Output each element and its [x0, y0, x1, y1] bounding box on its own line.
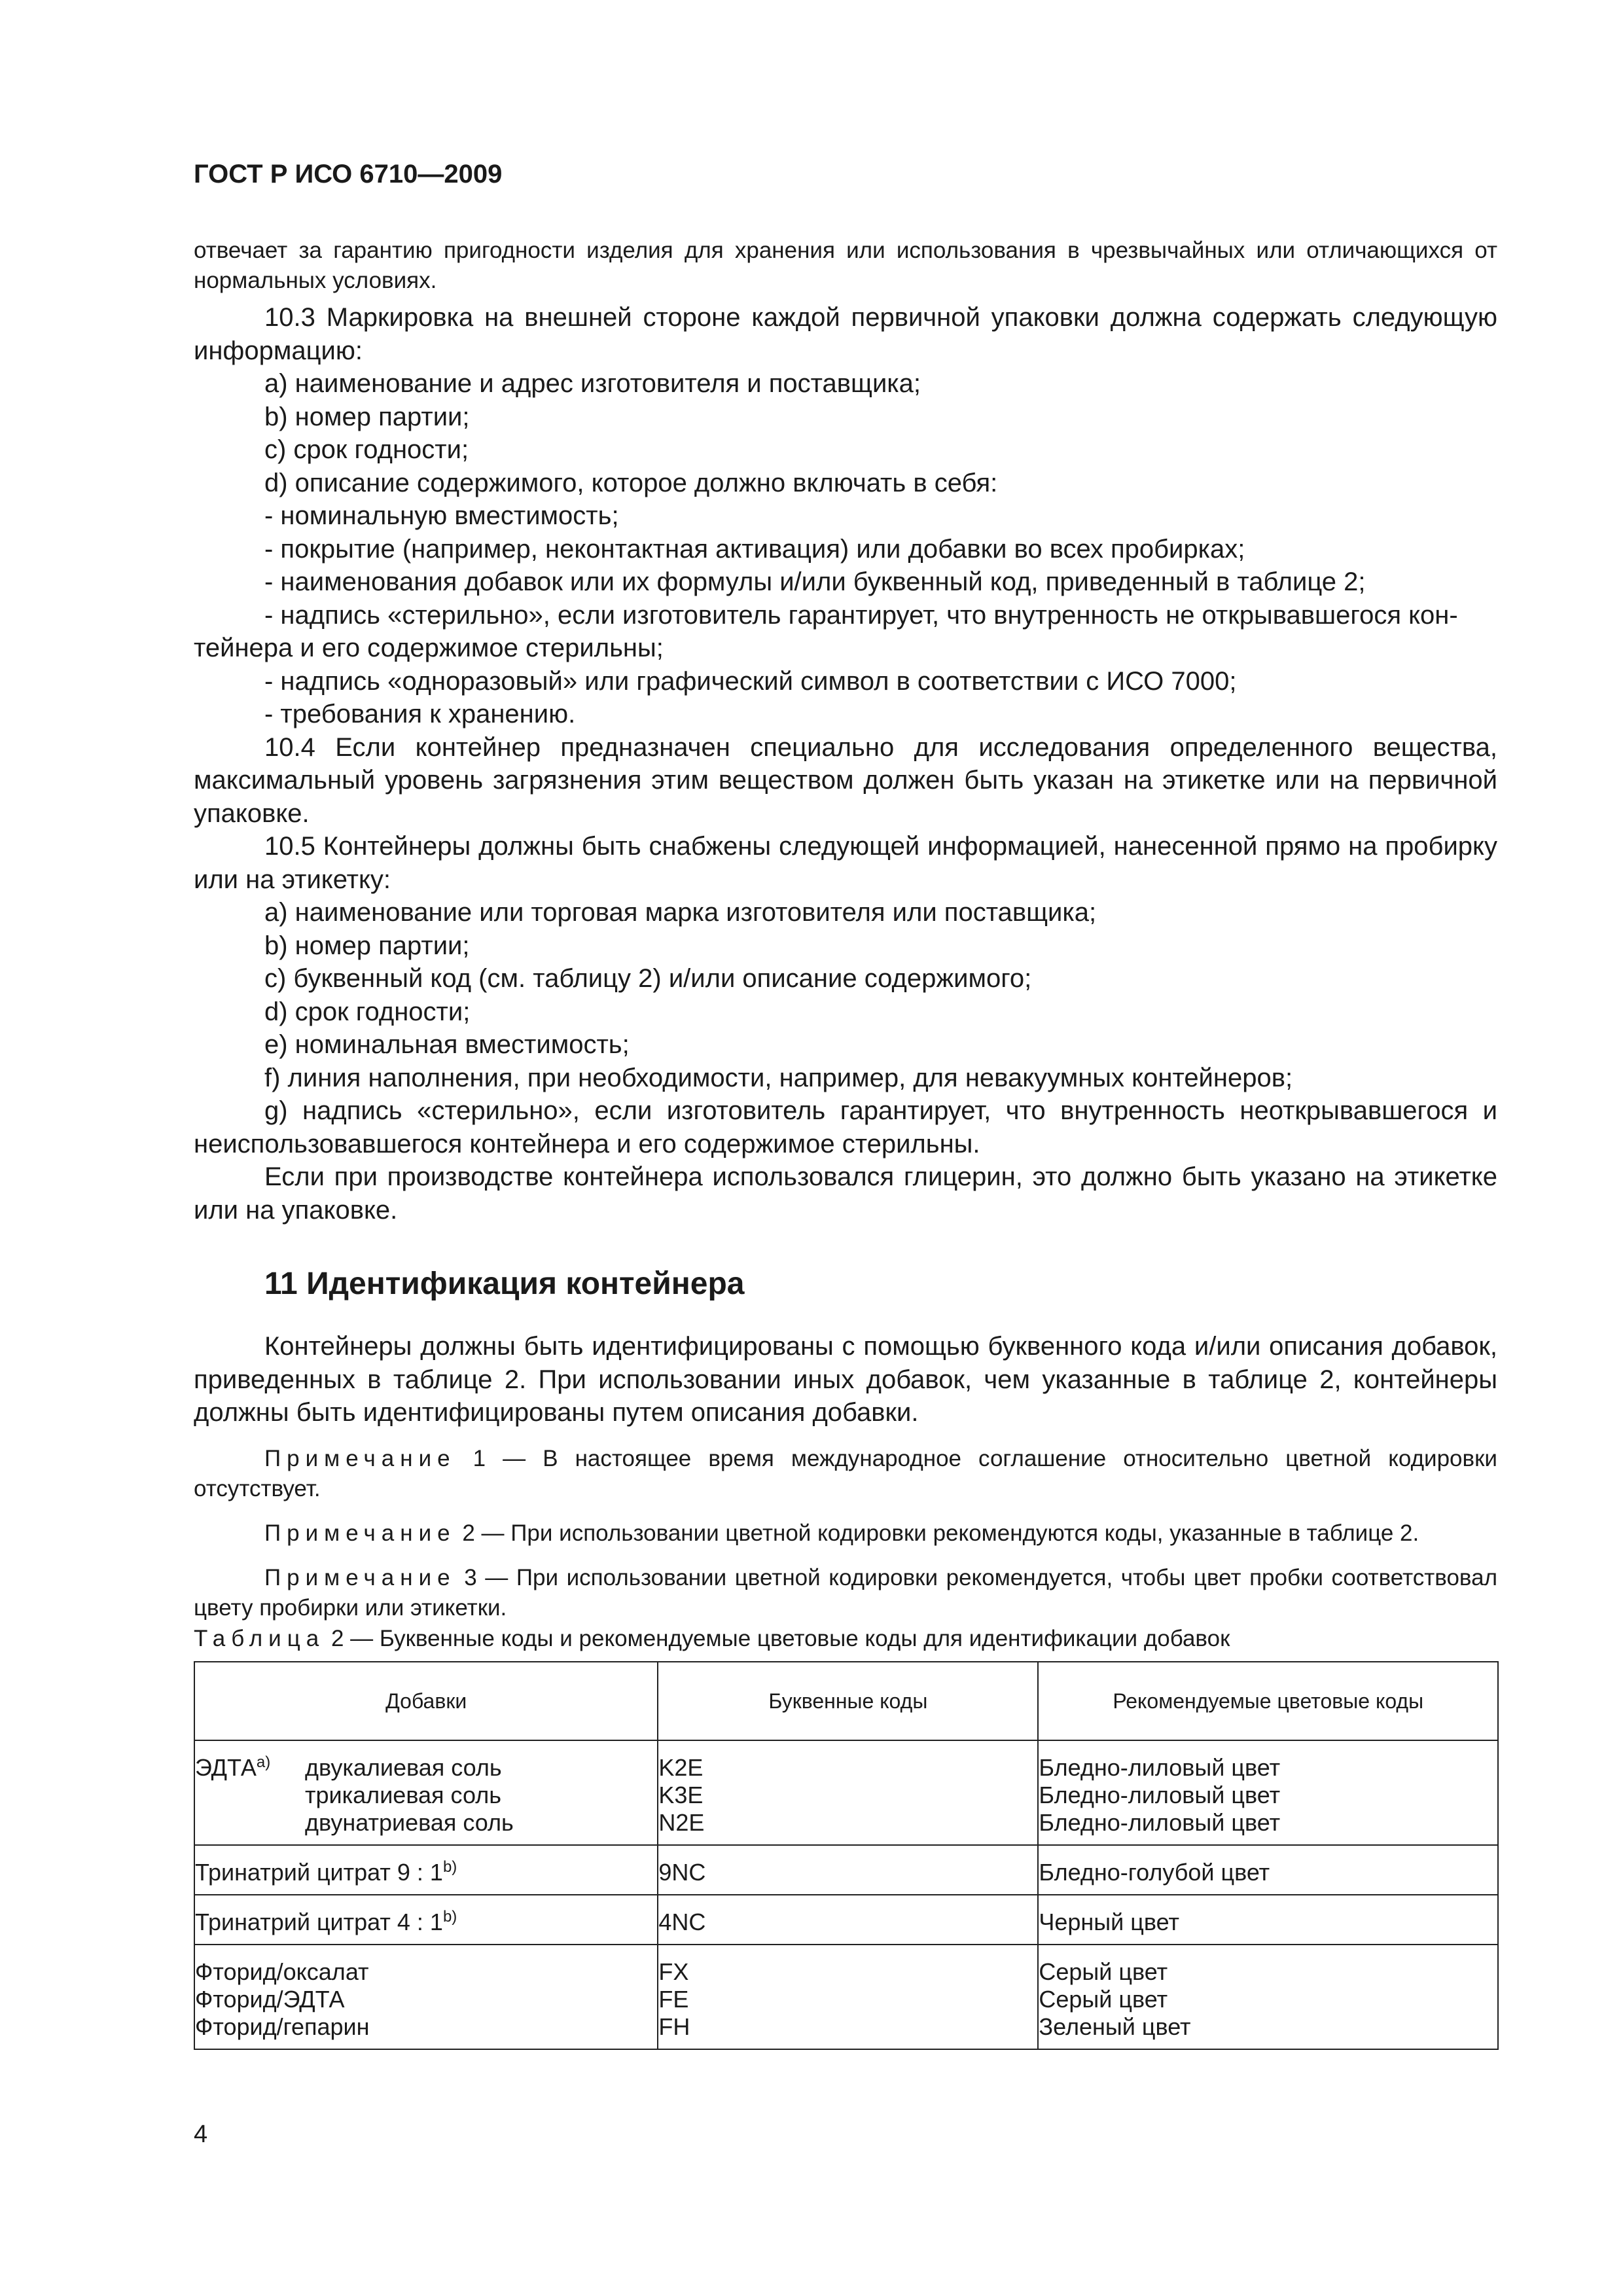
dash-item: - наименования добавок или их формулы и/или буквенный код, приведенный в таблице 2;	[264, 567, 1366, 596]
letter-code: N2E	[658, 1809, 705, 1836]
column-header: Добавки	[194, 1662, 658, 1740]
letter-code: FX	[658, 1958, 689, 1985]
footnote-mark: b)	[442, 1908, 457, 1926]
note-label: Примечание	[264, 1520, 456, 1546]
table-row	[194, 1845, 1498, 1895]
edta-name: ЭДТА	[195, 1754, 257, 1781]
table-row	[194, 1895, 1498, 1945]
list-item: f) линия наполнения, при необходимости, например, для невакуумных контейнеров;	[264, 1063, 1293, 1092]
clause-10-4: 10.4 Если контейнер предназначен специально для исследования определенного вещества, максимальный уровень загрязнения этим веществом должен быть указан на этикетке или на первичной упаковке.	[194, 732, 1497, 828]
salt-name: трикалиевая соль	[305, 1782, 501, 1808]
clause-10-5-lead: 10.5 Контейнеры должны быть снабжены следующей информацией, нанесенной прямо на пробирку или на этикетку:	[194, 832, 1497, 894]
standard-header: ГОСТ Р ИСО 6710—2009	[194, 160, 503, 188]
clause-10-3-lead: 10.3 Маркировка на внешней стороне каждой первичной упаковки должна содержать следующую информацию:	[194, 303, 1497, 365]
document-body	[194, 236, 1497, 1623]
color-code: Бледно-лиловый цвет	[1039, 1782, 1281, 1808]
list-item: b) номер партии;	[264, 402, 470, 431]
table-header-row	[194, 1662, 1498, 1740]
table-caption-label: Таблица	[194, 1626, 325, 1651]
salt-name: двукалиевая соль	[305, 1754, 502, 1781]
note-text: 1 — В настоящее время международное соглашение относительно цветной кодировки отсутствует.	[194, 1445, 1497, 1501]
dash-item-continuation: тейнера и его содержимое стерильны;	[194, 634, 664, 662]
color-code: Зеленый цвет	[1039, 2013, 1191, 2040]
additive-name: Тринатрий цитрат 9 : 1	[195, 1859, 443, 1886]
note-1	[194, 1444, 1497, 1504]
additive-cell	[194, 1945, 658, 2049]
dash-item: - надпись «одноразовый» или графический символ в соответствии с ИСО 7000;	[264, 666, 1237, 696]
table-caption-text: 2 — Буквенные коды и рекомендуемые цветовые коды для идентификации добавок	[330, 1626, 1230, 1651]
footnote-mark: b)	[442, 1858, 457, 1876]
dash-item: - требования к хранению.	[264, 700, 576, 728]
dash-item: - номинальную вместимость;	[264, 501, 619, 530]
code-cell	[658, 1740, 1038, 1845]
page-number: 4	[194, 2121, 208, 2148]
additives-table	[194, 1661, 1499, 2050]
list-item: b) номер партии;	[264, 931, 470, 960]
note-3	[194, 1563, 1497, 1623]
additive-cell	[194, 1845, 658, 1895]
salt-name: двунатриевая соль	[305, 1809, 514, 1836]
list-item: e) номинальная вместимость;	[264, 1030, 630, 1059]
intro-paragraph: отвечает за гарантию пригодности изделия для хранения или использования в чрезвычайных или отличающихся от нормальных условиях.	[194, 238, 1497, 293]
list-item: d) срок годности;	[264, 997, 471, 1026]
code-cell: 4NC	[658, 1895, 1038, 1945]
color-code: Бледно-лиловый цвет	[1039, 1754, 1281, 1781]
dash-item: - надпись «стерильно», если изготовитель гарантирует, что внутренность не открывавшегося кон-	[264, 600, 1458, 630]
section-11-title: 11 Идентификация контейнера	[264, 1266, 745, 1301]
color-cell: Бледно-голубой цвет	[1038, 1845, 1498, 1895]
letter-code: K3E	[658, 1782, 704, 1808]
additive-cell	[194, 1740, 658, 1845]
color-cell	[1038, 1740, 1498, 1845]
color-code: Серый цвет	[1039, 1958, 1168, 1985]
list-item: d) описание содержимого, которое должно включать в себя:	[264, 468, 998, 497]
column-header: Рекомендуемые цветовые коды	[1038, 1662, 1498, 1740]
note-text: 2 — При использовании цветной кодировки рекомендуются коды, указанные в таблице 2.	[462, 1520, 1419, 1546]
footnote-mark: а)	[256, 1753, 271, 1771]
list-item: a) наименование или торговая марка изготовителя или поставщика;	[264, 898, 1097, 927]
table-caption	[194, 1626, 1230, 1652]
column-header: Буквенные коды	[658, 1662, 1038, 1740]
list-item: c) срок годности;	[264, 435, 469, 464]
table-row	[194, 1945, 1498, 2049]
additive-name: Фторид/гепарин	[195, 2013, 370, 2040]
edta-line	[195, 1782, 657, 1809]
list-item: a) наименование и адрес изготовителя и поставщика;	[264, 369, 921, 398]
table-row	[194, 1740, 1498, 1845]
note-text: 3 — При использовании цветной кодировки рекомендуется, чтобы цвет пробки соответствовал цвету пробирки или этикетки.	[194, 1564, 1497, 1621]
section-11-paragraph: Контейнеры должны быть идентифицированы с помощью буквенного кода и/или описания добавок, приведенных в таблице 2. При использовании иных добавок, чем указанные в таблице 2, контейнеры должны быть идентифицированы путем описания добавки.	[194, 1332, 1497, 1427]
color-code: Серый цвет	[1039, 1986, 1168, 2013]
additive-name: Тринатрий цитрат 4 : 1	[195, 1909, 443, 1935]
color-code: Бледно-лиловый цвет	[1039, 1809, 1281, 1836]
glycerin-paragraph: Если при производстве контейнера использовался глицерин, это должно быть указано на этикетке или на упаковке.	[194, 1162, 1497, 1225]
letter-code: FE	[658, 1986, 689, 2013]
edta-label	[195, 1754, 305, 1782]
edta-line	[195, 1809, 657, 1837]
edta-line	[195, 1754, 657, 1782]
dash-item: - покрытие (например, неконтактная активация) или добавки во всех пробирках;	[264, 534, 1245, 564]
list-item: c) буквенный код (см. таблицу 2) и/или описание содержимого;	[264, 964, 1032, 993]
additive-name: Фторид/оксалат	[195, 1958, 369, 1985]
additive-cell	[194, 1895, 658, 1945]
additive-name: Фторид/ЭДТА	[195, 1986, 345, 2013]
color-cell: Черный цвет	[1038, 1895, 1498, 1945]
letter-code: K2E	[658, 1754, 704, 1781]
list-item-g: g) надпись «стерильно», если изготовитель гарантирует, что внутренность неоткрывавшегося и неиспользовавшегося контейнера и его содержимое стерильны.	[194, 1096, 1497, 1158]
code-cell: 9NC	[658, 1845, 1038, 1895]
color-cell	[1038, 1945, 1498, 2049]
note-label: Примечание	[264, 1564, 456, 1590]
letter-code: FH	[658, 2013, 690, 2040]
code-cell	[658, 1945, 1038, 2049]
note-label: Примечание	[264, 1445, 456, 1471]
note-2	[194, 1518, 1497, 1549]
